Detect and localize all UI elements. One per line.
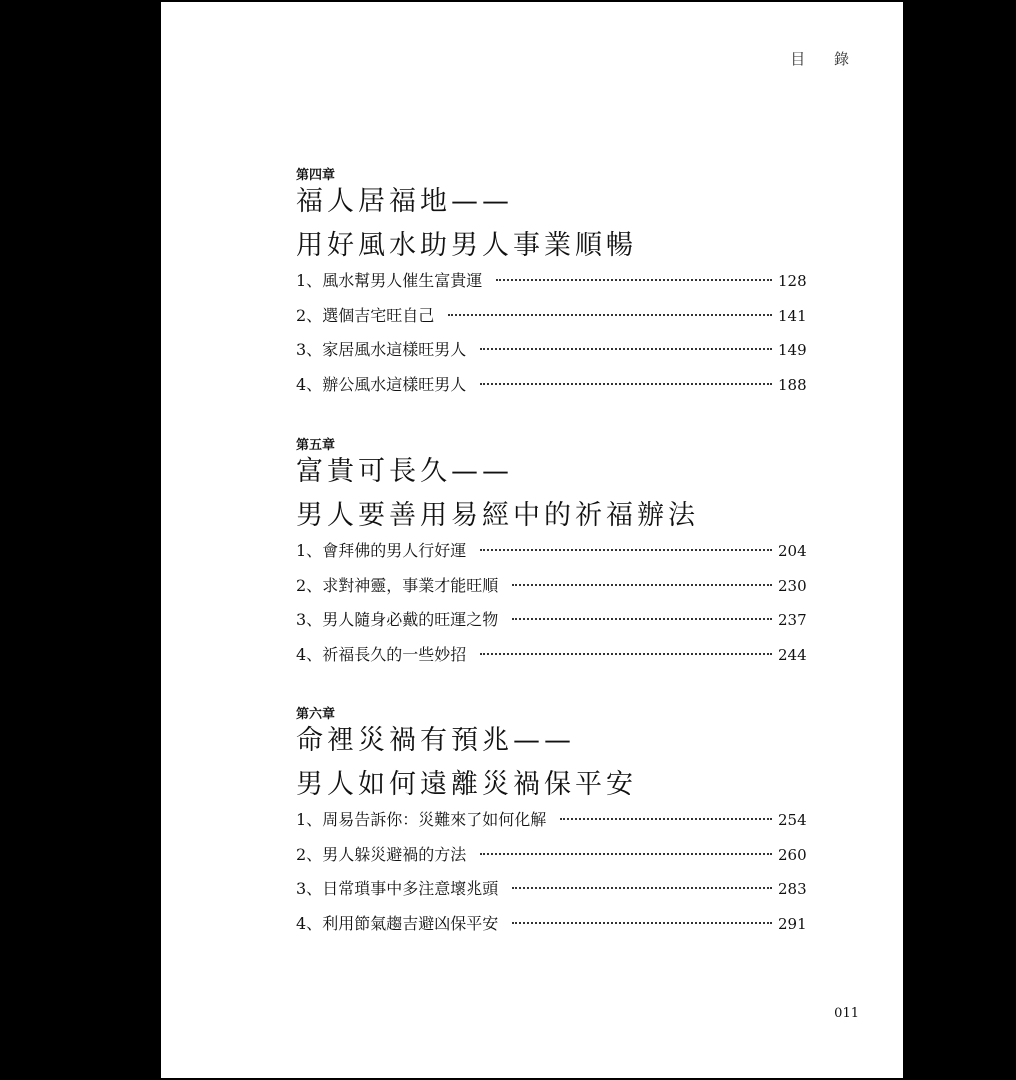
chapter-title: 富貴可長久—— [296, 456, 513, 487]
entry-page: 254 [778, 811, 807, 829]
toc-entry[interactable] [296, 534, 806, 569]
chapter-label: 第五章 [296, 438, 336, 453]
entry-title: 男人躲災避禍的方法 [322, 844, 467, 864]
toc-entry[interactable] [296, 569, 806, 604]
chapter-subtitle: 男人要善用易經中的祈福辦法 [296, 500, 699, 531]
toc-entry[interactable] [296, 907, 806, 942]
entry-number: 1、 [296, 271, 323, 290]
entry-page: 260 [778, 845, 807, 864]
toc-entry[interactable] [296, 838, 806, 873]
entry-page: 204 [778, 542, 807, 560]
dot-leader [448, 314, 772, 316]
entry-title: 利用節氣趨吉避凶保平安 [322, 913, 499, 933]
entry-title: 周易告訴你：災難來了如何化解 [322, 810, 547, 829]
toc-list [296, 534, 806, 672]
entry-number: 2、 [296, 844, 323, 864]
toc-entry[interactable] [296, 264, 806, 299]
entry-page: 291 [778, 914, 807, 933]
entry-title: 求對神靈，事業才能旺順 [322, 575, 499, 595]
entry-number: 1、 [296, 541, 323, 560]
chapter-label: 第四章 [296, 168, 336, 183]
dot-leader [480, 853, 772, 855]
entry-number: 4、 [296, 374, 323, 394]
entry-number: 3、 [296, 879, 323, 898]
entry-page: 141 [778, 306, 807, 325]
entry-page: 188 [778, 375, 807, 394]
page-number: 011 [834, 1006, 859, 1021]
entry-title: 家居風水這樣旺男人 [322, 340, 467, 359]
dot-leader [512, 922, 772, 924]
dot-leader [480, 549, 772, 551]
entry-title: 男人隨身必戴的旺運之物 [322, 610, 499, 629]
dot-leader [512, 887, 772, 889]
chapter-four [296, 168, 806, 402]
chapter-subtitle: 用好風水助男人事業順暢 [296, 230, 637, 261]
toc-entry[interactable] [296, 368, 806, 403]
toc-list [296, 803, 806, 941]
toc-entry[interactable] [296, 803, 806, 838]
entry-number: 2、 [296, 305, 323, 325]
toc-list [296, 264, 806, 402]
book-page [161, 2, 903, 1078]
entry-title: 日常瑣事中多注意壞兆頭 [322, 879, 499, 898]
dot-leader [512, 618, 772, 620]
dot-leader [512, 584, 772, 586]
entry-number: 1、 [296, 810, 323, 829]
toc-entry[interactable] [296, 299, 806, 334]
chapter-subtitle: 男人如何遠離災禍保平安 [296, 769, 637, 800]
toc-entry[interactable] [296, 603, 806, 638]
entry-number: 2、 [296, 575, 323, 595]
dot-leader [480, 348, 772, 350]
entry-title: 祈福長久的一些妙招 [322, 644, 467, 664]
chapter-five [296, 438, 806, 672]
dot-leader [480, 383, 772, 385]
entry-page: 230 [778, 576, 807, 595]
entry-number: 4、 [296, 644, 323, 664]
dot-leader [480, 653, 772, 655]
entry-title: 選個吉宅旺自己 [322, 305, 435, 325]
dot-leader [496, 279, 772, 281]
entry-title: 風水幫男人催生富貴運 [322, 271, 483, 290]
chapter-six [296, 707, 806, 941]
entry-page: 128 [778, 272, 807, 290]
entry-title: 會拜佛的男人行好運 [322, 541, 467, 560]
toc-entry[interactable] [296, 872, 806, 907]
entry-page: 283 [778, 880, 807, 898]
chapter-label: 第六章 [296, 707, 336, 722]
entry-page: 237 [778, 611, 807, 629]
toc-entry[interactable] [296, 333, 806, 368]
entry-page: 149 [778, 341, 807, 359]
chapter-title: 命裡災禍有預兆—— [296, 725, 575, 756]
chapter-title: 福人居福地—— [296, 186, 513, 217]
entry-number: 3、 [296, 610, 323, 629]
entry-number: 3、 [296, 340, 323, 359]
entry-page: 244 [778, 645, 807, 664]
dot-leader [560, 818, 772, 820]
running-head: 目 錄 [790, 50, 861, 68]
toc-entry[interactable] [296, 638, 806, 673]
entry-number: 4、 [296, 913, 323, 933]
entry-title: 辦公風水這樣旺男人 [322, 374, 467, 394]
